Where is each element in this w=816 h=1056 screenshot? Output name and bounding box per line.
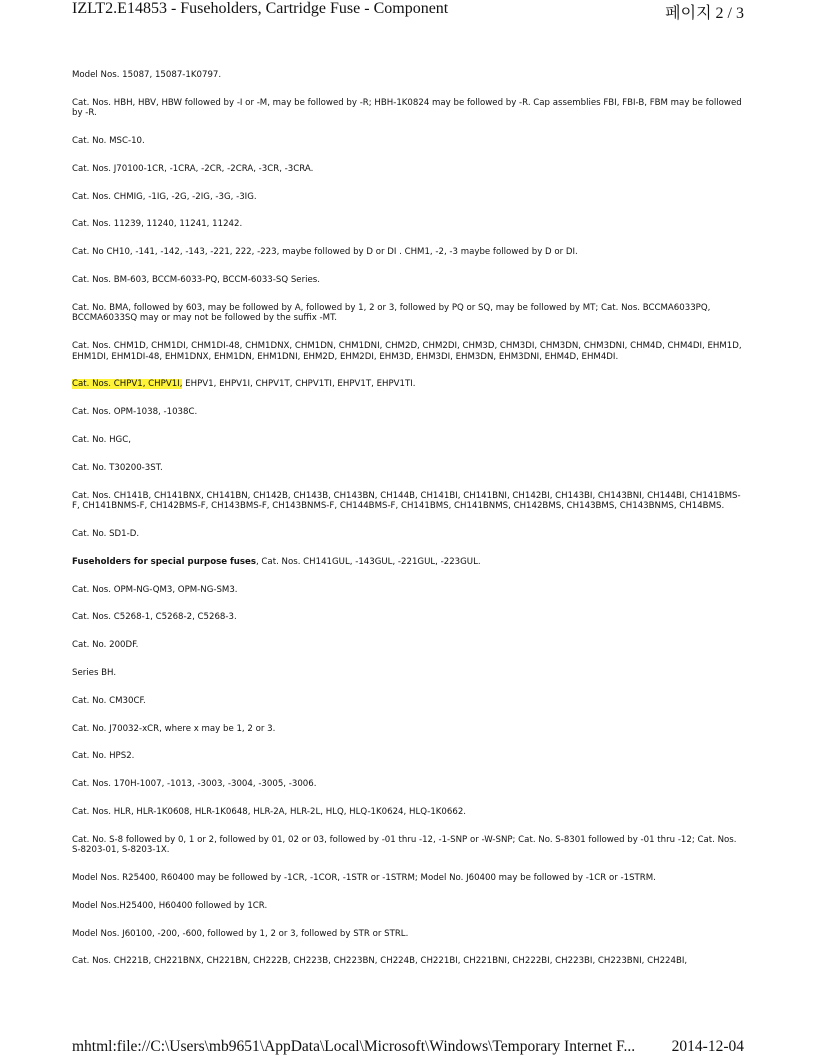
listing-entry: Cat. No CH10, -141, -142, -143, -221, 222, -223, maybe followed by D or DI . CHM1, -2, -3 maybe followed by D or DI. (72, 247, 578, 258)
listing-entry: Cat. No. BMA, followed by 603, may be followed by A, followed by 1, 2 or 3, followed by PQ or SQ, may be followed by MT; Cat. Nos. BCCMA6033PQ, BCCMA6033SQ may or may not be followed by the suffix -MT. (72, 302, 711, 324)
listing-entry: Cat. No. T30200-3ST. (72, 462, 163, 473)
listing-entry: Cat. Nos. 170H-1007, -1013, -3003, -3004, -3005, -3006. (72, 779, 317, 790)
listing-entry: Model Nos. J60100, -200, -600, followed by 1, 2 or 3, followed by STR or STRL. (72, 928, 409, 939)
listing-entry: Cat. No. S-8 followed by 0, 1 or 2, followed by 01, 02 or 03, followed by -01 thru -12, -1-SNP or -W-SNP; Cat. No. S-8301 followed by -01 thru -12; Cat. Nos. S-8203-01, S-8203-1X. (72, 834, 737, 856)
listing-entry: Cat. No. HGC, (72, 435, 131, 446)
listing-entry: Cat. Nos. C5268-1, C5268-2, C5268-3. (72, 612, 237, 623)
listing-entry: Cat. No. MSC-10. (72, 136, 145, 147)
section-heading: Fuseholders for special purpose fuses (72, 556, 256, 567)
listing-entry: Model Nos. R25400, R60400 may be followed by -1CR, -1COR, -1STR or -1STRM; Model No. J60400 may be followed by -1CR or -1STRM. (72, 873, 656, 884)
page-header (72, 0, 744, 22)
page-footer (72, 1038, 744, 1056)
listing-entry: Model Nos. 15087, 15087-1K0797. (72, 70, 222, 80)
listing-entry-special (72, 557, 744, 568)
listing-entry: Cat. Nos. CH221B, CH221BNX, CH221BN, CH222B, CH223B, CH223BN, CH224B, CH221BI, CH221BNI, CH222BI, CH223BI, CH223BNI, CH224BI, (72, 956, 688, 967)
listing-entry: Cat. Nos. OPM-NG-QM3, OPM-NG-SM3. (72, 584, 238, 595)
listing-entry: Cat. Nos. CHM1D, CHM1DI, CHM1DI-48, CHM1DNX, CHM1DN, CHM1DNI, CHM2D, CHM2DI, CHM3D, CHM3DI, CHM3DN, CHM3DNI, CHM4D, CHM4DI, EHM1D, EHM1DI, EHM1DI-48, EHM1DNX, EHM1DN, EHM1DNI, EHM2D, EHM2DI, EHM3D, EHM3DI, EHM3DN, EHM3DNI, EHM4D, EHM4DI. (72, 341, 742, 362)
listing-entry: Cat. No. 200DF. (72, 640, 139, 651)
document-title: IZLT2.E14853 - Fuseholders, Cartridge Fuse - Component (72, 0, 449, 17)
text-highlight: Cat. Nos. CHPV1, CHPV1I, (72, 379, 183, 390)
listing-entry: Cat. No. SD1-D. (72, 528, 140, 539)
listing-entry: Model Nos.H25400, H60400 followed by 1CR. (72, 900, 268, 911)
entry-remainder: EHPV1, EHPV1I, CHPV1T, CHPV1TI, EHPV1T, EHPV1TI. (182, 379, 416, 390)
listing-entry: Cat. No. CM30CF. (72, 695, 146, 706)
listing-entry: Cat. Nos. OPM-1038, -1038C. (72, 407, 198, 418)
page-indicator: 페이지 2 / 3 (665, 5, 744, 22)
listing-entry: Series BH. (72, 667, 117, 678)
print-date: 2014-12-04 (671, 1038, 744, 1055)
listing-entry: Cat. Nos. HLR, HLR-1K0608, HLR-1K0648, HLR-2A, HLR-2L, HLQ, HLQ-1K0624, HLQ-1K0662. (72, 806, 467, 817)
listing-entry: Cat. No. HPS2. (72, 751, 135, 762)
listing-entry-highlighted (72, 379, 744, 390)
listing-entry: Cat. Nos. CH141B, CH141BNX, CH141BN, CH142B, CH143B, CH143BN, CH144B, CH141BI, CH141BNI, CH142BI, CH143BI, CH143BNI, CH144BI, CH141BMS-F, CH141BNMS-F, CH142BMS-F, CH143BMS-F, CH143BNMS-F, CH144BMS-F, CH141BMS, CH141BNMS, CH142BMS, CH143BMS, CH143BNMS, CH14BMS. (72, 490, 741, 512)
listing-body (72, 70, 744, 984)
listing-entry: Cat. Nos. CHMIG, -1IG, -2G, -2IG, -3G, -3IG. (72, 191, 257, 202)
listing-entry: Cat. Nos. HBH, HBV, HBW followed by -I or -M, may be followed by -R; HBH-1K0824 may be followed by -R. Cap assemblies FBI, FBI-B, FBM may be followed by -R. (72, 97, 742, 119)
entry-remainder: , Cat. Nos. CH141GUL, -143GUL, -221GUL, -223GUL. (255, 556, 481, 567)
listing-entry: Cat. Nos. BM-603, BCCM-6033-PQ, BCCM-6033-SQ Series. (72, 275, 320, 286)
listing-entry: Cat. No. J70032-xCR, where x may be 1, 2 or 3. (72, 723, 276, 734)
listing-entry: Cat. Nos. J70100-1CR, -1CRA, -2CR, -2CRA, -3CR, -3CRA. (72, 163, 314, 174)
source-path: mhtml:file://C:\Users\mb9651\AppData\Local\Microsoft\Windows\Temporary Internet F... (72, 1038, 636, 1055)
listing-entry: Cat. Nos. 11239, 11240, 11241, 11242. (72, 219, 243, 230)
